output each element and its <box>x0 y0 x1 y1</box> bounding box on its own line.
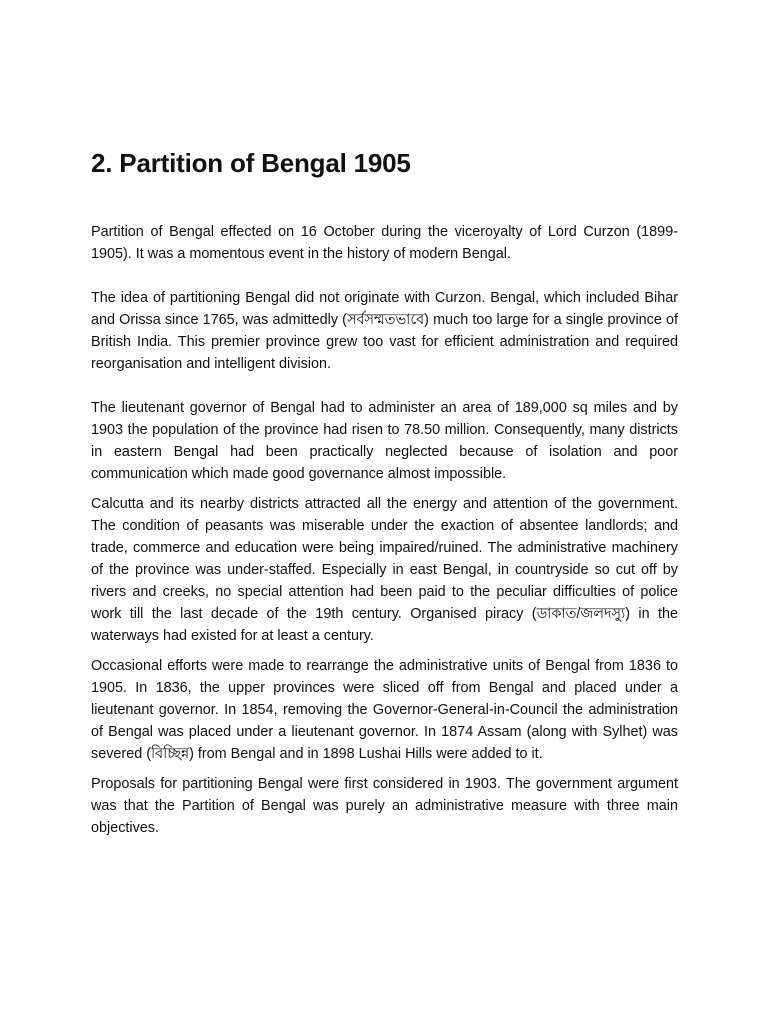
paragraph-origin: The idea of partitioning Bengal did not originate with Curzon. Bengal, which included Bihar and Orissa since 1765, was admittedly (সর্বসম্মতভাবে) much too large for a single province of British India. This premier province grew too vast for efficient administration and required reorganisation and intelligent division. <box>91 290 678 372</box>
paragraph-administration-area: The lieutenant governor of Bengal had to administer an area of 189,000 sq miles and by 1903 the population of the province had risen to 78.50 million. Consequently, many districts in eastern Bengal had been practically neglected because of isolation and poor communication which made good governance almost impossible. <box>91 400 678 482</box>
page-title: 2. Partition of Bengal 1905 <box>91 148 411 178</box>
paragraph-calcutta: Calcutta and its nearby districts attracted all the energy and attention of the government. The condition of peasants was miserable under the exaction of absentee landlords; and trade, commerce and education were being impaired/ruined. The administrative machinery of the province was under-staffed. Especially in east Bengal, in countryside so cut off by rivers and creeks, no special attention had been paid to the peculiar difficulties of police work till the last decade of the 19th century. Organised piracy (ডাকাত/জলদস্যু) in the waterways had existed for at least a century. <box>91 496 678 644</box>
paragraph-proposals: Proposals for partitioning Bengal were first considered in 1903. The government argument was that the Partition of Bengal was purely an administrative measure with three main objectives. <box>91 776 678 836</box>
paragraph-intro: Partition of Bengal effected on 16 October during the viceroyalty of Lord Curzon (1899-1905). It was a momentous event in the history of modern Bengal. <box>91 224 678 262</box>
document-page <box>91 143 678 839</box>
paragraph-rearrangement: Occasional efforts were made to rearrange the administrative units of Bengal from 1836 to 1905. In 1836, the upper provinces were sliced off from Bengal and placed under a lieutenant governor. In 1854, removing the Governor-General-in-Council the administration of Bengal was placed under a lieutenant governor. In 1874 Assam (along with Sylhet) was severed (বিচ্ছিন্ন) from Bengal and in 1898 Lushai Hills were added to it. <box>91 658 678 762</box>
